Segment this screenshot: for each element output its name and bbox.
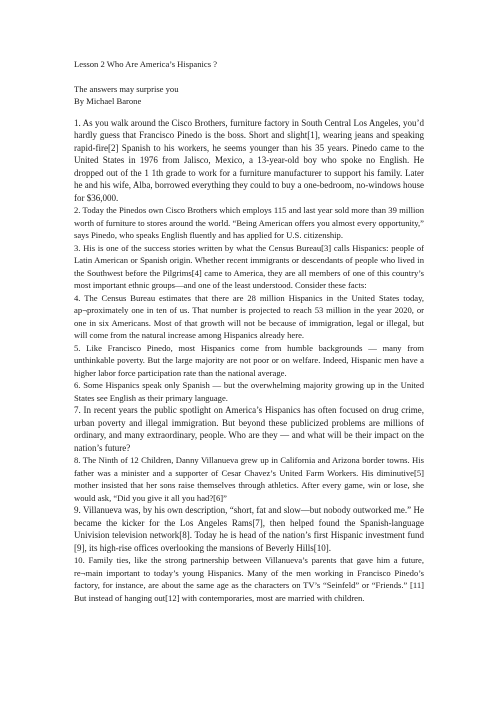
paragraph-2: 2. Today the Pinedos own Cisco Brothers which employs 115 and last year sold more than 39 million worth of furniture to stores around the world. “Being American offers you almost every opportunity,” says Pinedo, who speaks English fluently and has applied for U.S. citizenship. [74, 205, 424, 240]
paragraph-9: 9. Villanueva was, by his own description, “short, fat and slow—but nobody outworked me.” He became the kicker for the Los Angeles Rams[7], then helped found the Spanish-language Univision television network[8]. Today he is head of the nation’s first Hispanic investment fund [9], its high-rise offices overlooking the mansions of Beverly Hills[10]. [74, 505, 424, 553]
paragraph-3: 3. His is one of the success stories written by what the Census Bureau[3] calls Hispanics: people of Latin American or Spanish origin. Whether recent immigrants or descendants of people who lived in the Southwest before the Pilgrims[4] came to America, they are all members of one of this country’s most important ethnic groups—and one of the least understood. Consider these facts: [74, 242, 424, 290]
lesson-title: Lesson 2 Who Are America’s Hispanics ? [74, 59, 218, 69]
paragraph-8: 8. The Ninth of 12 Children, Danny Villanueva grew up in California and Arizona border towns. His father was a minister and a supporter of Cesar Chavez’s United Farm Workers. His diminutive[5] mother insisted that her sons raise themselves through athletics. After every game, win or lose, she would ask, “Did you give it all you had?[6]” [74, 455, 424, 503]
paragraph-4: 4. The Census Bureau estimates that there are 28 million Hispanics in the United States today, ap¬proximately one in ten of us. That number is projected to reach 53 million in the year 2020, or one in six Americans. Most of that growth will not be because of immigration, legal or illegal, but will come from the natural increase among Hispanics already here. [74, 292, 424, 340]
author-byline: By Michael Barone [74, 96, 142, 106]
paragraph-10: 10. Family ties, like the strong partnership between Villanueva’s parents that gave him a future, re¬main important to today’s young Hispanics. Many of the men working in Francisco Pinedo’s factory, for instance, are about the same age as the characters on TV’s “Seinfeld” or “Friends.” [11] But instead of hanging out[12] with contemporaries, most are married with children. [74, 555, 424, 603]
paragraph-6: 6. Some Hispanics speak only Spanish — but the overwhelming majority growing up in the United States see English as their primary language. [74, 380, 424, 403]
lesson-subtitle: The answers may surprise you [74, 83, 179, 94]
document-page [74, 58, 424, 604]
paragraph-5: 5. Like Francisco Pinedo, most Hispanics come from humble backgrounds — many from unthinkable poverty. But the large majority are not poor or on welfare. Indeed, Hispanic men have a higher labor force participation rate than the national average. [74, 342, 424, 378]
paragraph-7: 7. In recent years the public spotlight on America’s Hispanics has often focused on drug crime, urban poverty and illegal immigration. But beyond these publicized problems are millions of ordinary, and many extraordinary, people. Who are they — and what will be their impact on the nation’s future? [74, 405, 424, 453]
paragraph-1: 1. As you walk around the Cisco Brothers, furniture factory in South Central Los Angeles, you’d hardly guess that Francisco Pinedo is the boss. Short and slight[1], wearing jeans and speaking rapid-fire[2] Spanish to his workers, he seems younger than his 35 years. Pinedo came to the United States in 1976 from Jalisco, Mexico, a 13-year-old boy who spoke no English. He dropped out of the 1 1th grade to work for a furniture manufacturer to support his family. Later he and his wife, Alba, borrowed everything they could to buy a one-bedroom, no-windows house for $36,000. [74, 117, 424, 203]
